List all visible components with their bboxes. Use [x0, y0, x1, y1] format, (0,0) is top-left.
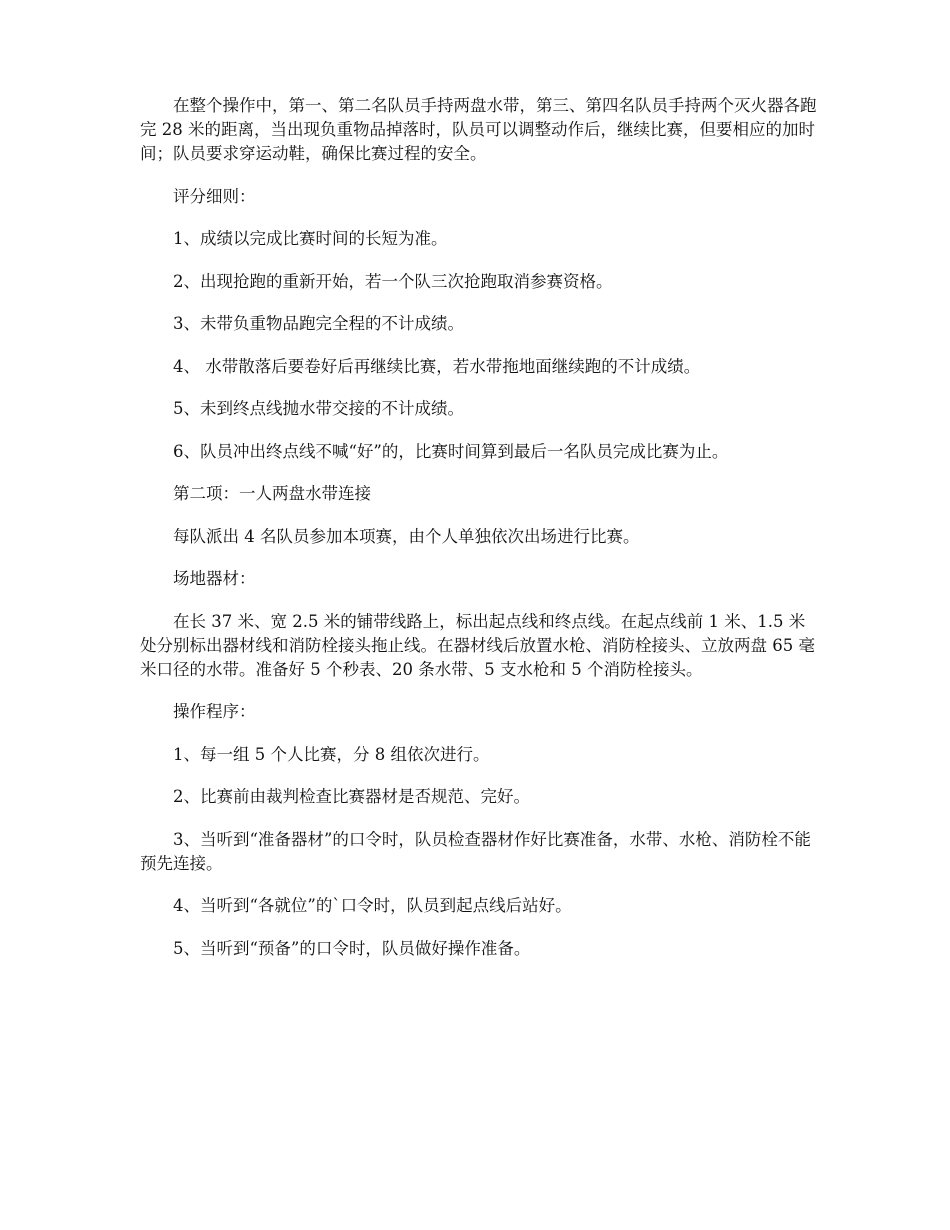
paragraph-team-participants: 每队派出 4 名队员参加本项赛，由个人单独依次出场进行比赛。	[173, 526, 640, 546]
procedure-item-4: 4、当听到“各就位”的`口令时，队员到起点线后站好。	[173, 896, 572, 915]
procedure-item-2: 2、比赛前由裁判检查比赛器材是否规范、完好。	[173, 787, 530, 806]
heading-event-two: 第二项：一人两盘水带连接	[173, 484, 371, 503]
heading-scoring-rules: 评分细则：	[173, 186, 256, 206]
rule-item-1: 1、成绩以完成比赛时间的长短为准。	[173, 229, 448, 248]
rule-item-3: 3、未带负重物品跑完全程的不计成绩。	[173, 314, 464, 333]
paragraph-venue-description: 在长 37 米、宽 2.5 米的铺带线路上，标出起点线和终点线。在起点线前 1 米、1.5 米处分别标出器材线和消防栓接头拖止线。在器材线后放置水枪、消防栓接头、立放两盘 65 毫米口径的水带。准备好 5 个秒表、20 条水带、5 支水枪和 5 个消防栓接头。	[140, 611, 815, 679]
procedure-item-3: 3、当听到“准备器材”的口令时，队员检查器材作好比赛准备，水带、水枪、消防栓不能预先连接。	[140, 829, 811, 873]
procedure-item-5: 5、当听到“预备”的口令时，队员做好操作准备。	[173, 938, 531, 958]
document-body	[140, 94, 820, 979]
paragraph-operation-description: 在整个操作中，第一、第二名队员手持两盘水带，第三、第四名队员手持两个灭火器各跑完 28 米的距离，当出现负重物品掉落时，队员可以调整动作后，继续比赛，但要相应的加时间；队员要求穿运动鞋，确保比赛过程的安全。	[140, 96, 817, 163]
procedure-item-1: 1、每一组 5 个人比赛，分 8 组依次进行。	[173, 744, 490, 764]
rule-item-2: 2、出现抢跑的重新开始，若一个队三次抢跑取消参赛资格。	[173, 271, 613, 291]
rule-item-6: 6、队员冲出终点线不喊“好”的，比赛时间算到最后一名队员完成比赛为止。	[173, 441, 729, 461]
rule-item-4: 4、 水带散落后要卷好后再继续比赛，若水带拖地面继续跑的不计成绩。	[173, 356, 701, 376]
heading-venue-equipment: 场地器材：	[173, 569, 256, 588]
heading-procedure: 操作程序：	[173, 702, 256, 721]
rule-item-5: 5、未到终点线抛水带交接的不计成绩。	[173, 399, 464, 418]
